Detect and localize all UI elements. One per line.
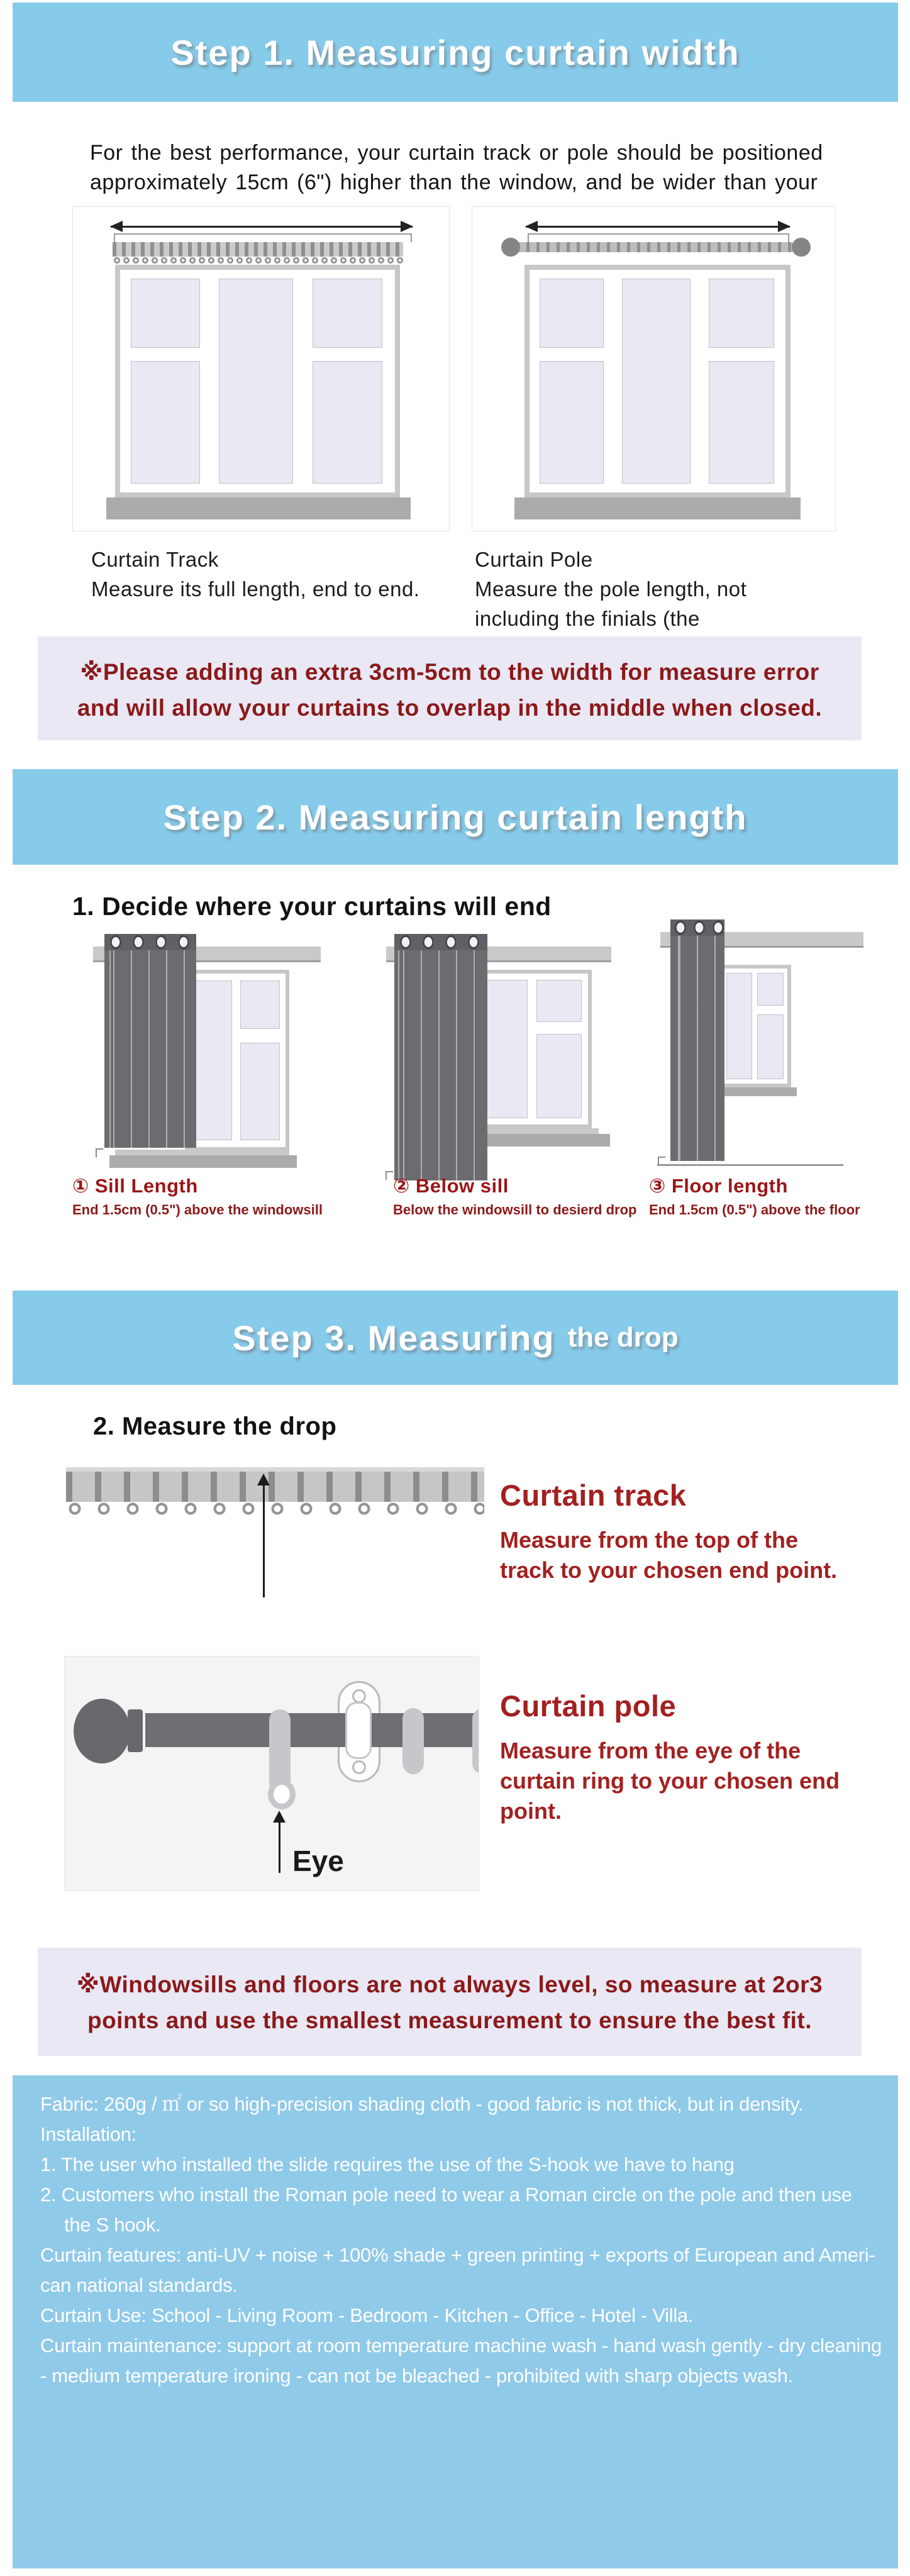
window-pane: [540, 279, 604, 348]
option-desc: End 1.5cm (0.5") above the floor: [649, 1202, 860, 1218]
curtain-panel: [104, 934, 196, 1148]
mini-window: [185, 970, 289, 1151]
measure-tick: [96, 1148, 103, 1157]
step3-banner-subtitle: the drop: [567, 1322, 679, 1353]
detail-line: the S hook.: [64, 2214, 161, 2236]
curtain-panel: [394, 934, 487, 1180]
window-pane: [313, 279, 382, 348]
step2-banner: [13, 769, 898, 865]
width-note-line-1: ※Please adding an extra 3cm-5cm to the width for measure error: [80, 659, 819, 685]
track-glider-rings: [66, 1502, 484, 1519]
window-sill-top: [481, 1128, 599, 1134]
window-pane: [131, 361, 199, 484]
window-pane: [240, 1043, 280, 1140]
curtain-track-instruction: [500, 1525, 837, 1585]
width-arrow-icon: [111, 226, 413, 228]
window-frame: [115, 265, 400, 497]
window-pane: [709, 361, 774, 484]
window-pane: [313, 361, 382, 484]
caption-curtain-pole: [475, 545, 746, 633]
curtain-track-bar: [113, 242, 403, 257]
screw-icon: [352, 1689, 366, 1703]
curtain-track-instruction-line-2: track to your chosen end point.: [500, 1557, 838, 1583]
caption-curtain-pole-body-1: Measure the pole length, not: [475, 577, 747, 601]
intro-line-2: approximately 15cm (6") higher than the window, and be wider than your: [90, 170, 818, 194]
option-label: ③ Floor length: [649, 1175, 788, 1197]
decide-heading: 1. Decide where your curtains will end: [72, 892, 552, 921]
measure-bracket: [528, 233, 789, 242]
window-pane: [536, 980, 582, 1022]
detail-line: Fabric: 260g / ㎡ or so high-precision shading cloth - good fabric is not thick, but in density.: [40, 2093, 804, 2115]
finial-collar: [128, 1709, 143, 1752]
detail-line: 2. Customers who install the Roman pole need to wear a Roman circle on the pole and then use: [40, 2184, 852, 2206]
intro-line-1: For the best performance, your curtain track or pole should be positioned: [90, 141, 823, 165]
window-pane: [240, 980, 280, 1029]
track-glider-rings: [113, 257, 403, 265]
window-pane: [219, 279, 293, 484]
pole-finial-left: [501, 238, 520, 257]
window-sill: [514, 497, 801, 519]
window-pane: [726, 973, 752, 1079]
pole-finial: [74, 1699, 130, 1763]
curtain-panel: [670, 919, 724, 1161]
option-floor-length: [649, 1175, 860, 1218]
curtain-pole-bar: [145, 1713, 479, 1747]
caption-curtain-track-title: Curtain Track: [91, 548, 219, 571]
detail-line: - medium temperature ironing - can not be bleached - prohibited with sharp objects wash.: [40, 2365, 794, 2387]
window-pane: [622, 279, 691, 484]
curtain-pole-instruction-line-1: Measure from the eye of the: [500, 1738, 801, 1763]
caption-curtain-pole-body-2: including the finials (the: [475, 607, 700, 630]
intro-paragraph: [90, 138, 823, 197]
pole-finial-right: [792, 238, 811, 257]
mini-window: [719, 965, 791, 1087]
window-sill-top: [115, 1150, 289, 1155]
step3-banner-title: Step 3. Measuring: [232, 1318, 555, 1358]
option-sill-length: [72, 1175, 323, 1218]
caption-curtain-track-body: Measure its full length, end to end.: [91, 577, 420, 601]
grommet-band: [394, 934, 487, 950]
bracket-slot: [345, 1702, 372, 1759]
step1-banner: [13, 3, 898, 102]
mini-window: [474, 970, 592, 1128]
pole-ring: [402, 1708, 424, 1774]
detail-line: Installation:: [40, 2123, 136, 2145]
detail-line: can national standards.: [40, 2274, 238, 2296]
screw-icon: [352, 1760, 366, 1774]
option-label: ① Sill Length: [72, 1175, 198, 1197]
measure-tick: [386, 1171, 393, 1180]
window-pane: [131, 279, 199, 348]
caption-curtain-pole-title: Curtain Pole: [475, 548, 593, 571]
measure-drop-heading: 2. Measure the drop: [93, 1413, 337, 1440]
option-desc: End 1.5cm (0.5") above the windowsill: [72, 1202, 323, 1218]
curtain-pole-instruction-line-3: point.: [500, 1798, 562, 1824]
curtain-pole-illustration: [64, 1656, 479, 1891]
window-pane: [757, 973, 784, 1005]
pole-ring: [472, 1708, 479, 1774]
window-sill: [472, 1134, 610, 1146]
step3-banner: [13, 1291, 898, 1385]
product-details: [13, 2075, 898, 2568]
level-note: [38, 1948, 862, 2056]
window-sill: [109, 1155, 297, 1168]
window-pane: [540, 361, 604, 484]
eye-label: Eye: [292, 1845, 344, 1877]
width-note: [38, 636, 862, 740]
width-note-line-2: and will allow your curtains to overlap in the middle when closed.: [77, 695, 823, 721]
curtain-pole-bar: [516, 242, 795, 252]
detail-line: 1. The user who installed the slide requires the use of the S-hook we have to hang: [40, 2153, 735, 2175]
detail-line: Curtain features: anti-UV + noise + 100% shade + green printing + exports of European and Ameri-: [40, 2244, 875, 2266]
option-label: ② Below sill: [393, 1175, 509, 1197]
level-note-line-1: ※Windowsills and floors are not always level, so measure at 2or3: [76, 1972, 823, 1997]
curtain-track-label: Curtain track: [500, 1479, 687, 1512]
floor-line: [657, 1164, 843, 1166]
width-arrow-icon: [526, 226, 790, 228]
curtain-pole-instruction: [500, 1736, 840, 1826]
option-below-sill: [393, 1175, 636, 1218]
window-pane: [709, 279, 774, 348]
ring-eye-icon: [268, 1779, 296, 1809]
level-note-line-2: points and use the smallest measurement to ensure the best fit.: [87, 2007, 813, 2033]
curtain-pole-label: Curtain pole: [500, 1689, 677, 1723]
curtain-track-bar: [66, 1467, 484, 1502]
window-pane: [484, 980, 528, 1119]
step2-banner-title: Step 2. Measuring curtain length: [163, 797, 748, 837]
eye-arrow-icon: [279, 1821, 280, 1873]
measure-up-arrow-icon: [263, 1484, 265, 1597]
curtain-pole-window-figure: [472, 206, 836, 531]
window-sill: [723, 1087, 797, 1096]
window-pane: [757, 1014, 784, 1079]
detail-line: Curtain maintenance: support at room temperature machine wash - hand wash gently - dry cleaning: [40, 2334, 882, 2357]
window-frame: [524, 265, 791, 497]
step1-banner-title: Step 1. Measuring curtain width: [170, 32, 740, 72]
option-desc: Below the windowsill to desierd drop: [393, 1202, 637, 1218]
curtain-pole-instruction-line-2: curtain ring to your chosen end: [500, 1768, 840, 1794]
curtain-track-window-figure: [72, 206, 450, 531]
window-sill: [106, 497, 411, 519]
caption-curtain-track: [91, 545, 419, 604]
grommet-band: [104, 934, 196, 950]
curtain-track-instruction-line-1: Measure from the top of the: [500, 1527, 799, 1553]
detail-line: Curtain Use: School - Living Room - Bedroom - Kitchen - Office - Hotel - Villa.: [40, 2304, 694, 2326]
measure-tick: [658, 1157, 665, 1165]
window-pane: [194, 980, 233, 1140]
measure-bracket: [114, 233, 412, 242]
grommet-band: [670, 919, 724, 936]
window-pane: [536, 1034, 582, 1118]
